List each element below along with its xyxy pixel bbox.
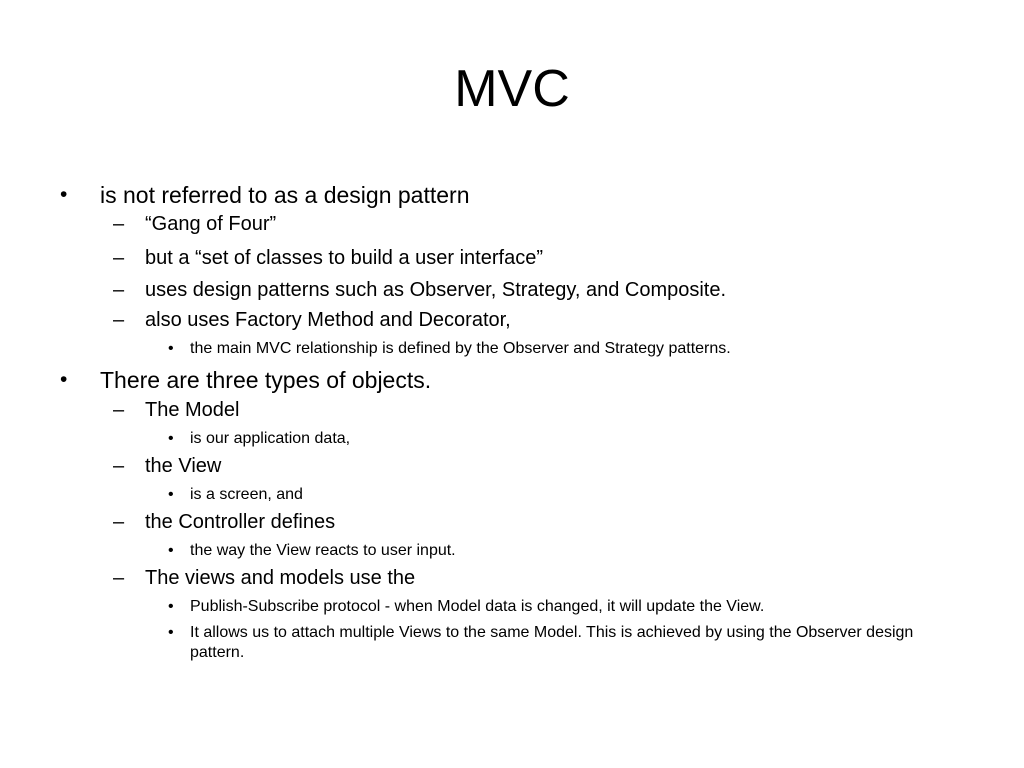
bullet-text: the main MVC relationship is defined by the Observer and Strategy patterns. bbox=[190, 340, 731, 357]
bullet-text: the Controller defines bbox=[145, 511, 336, 533]
bullet-marker: • bbox=[168, 430, 174, 447]
bullet-marker: – bbox=[113, 247, 125, 269]
bullet-text: the way the View reacts to user input. bbox=[190, 542, 456, 559]
bullet-text: “Gang of Four” bbox=[145, 213, 277, 235]
bullet-marker: • bbox=[60, 183, 68, 206]
bullet-text: The views and models use the bbox=[145, 567, 416, 589]
bullet-marker: – bbox=[113, 511, 125, 533]
bullet-text: The Model bbox=[145, 399, 240, 421]
bullet-marker: – bbox=[113, 213, 125, 235]
bullet-marker: • bbox=[168, 486, 174, 503]
bullet-text: uses design patterns such as Observer, Strategy, and Composite. bbox=[145, 279, 727, 301]
bullet-marker: • bbox=[60, 368, 68, 391]
bullet-text: the View bbox=[145, 455, 222, 477]
bullet-marker: • bbox=[168, 624, 174, 641]
bullet-marker: • bbox=[168, 340, 174, 357]
bullet-marker: – bbox=[113, 455, 125, 477]
bullet-text: There are three types of objects. bbox=[100, 367, 432, 393]
bullet-marker: • bbox=[168, 598, 174, 615]
bullet-marker: – bbox=[113, 309, 125, 331]
bullet-text: is our application data, bbox=[190, 430, 351, 447]
bullet-text: is a screen, and bbox=[190, 486, 303, 503]
bullet-text: Publish-Subscribe protocol - when Model data is changed, it will update the View. bbox=[190, 598, 765, 615]
bullet-marker: • bbox=[168, 542, 174, 559]
bullet-text: also uses Factory Method and Decorator, bbox=[145, 309, 511, 331]
bullet-text: is not referred to as a design pattern bbox=[100, 182, 470, 208]
bullet-marker: – bbox=[113, 567, 125, 589]
slide-title: MVC bbox=[454, 60, 570, 118]
bullet-marker: – bbox=[113, 399, 125, 421]
bullet-marker: – bbox=[113, 279, 125, 301]
bullet-text: but a “set of classes to build a user interface” bbox=[145, 247, 543, 269]
bullet-text: It allows us to attach multiple Views to the same Model. This is achieved by using the Observer design pattern. bbox=[190, 624, 914, 661]
